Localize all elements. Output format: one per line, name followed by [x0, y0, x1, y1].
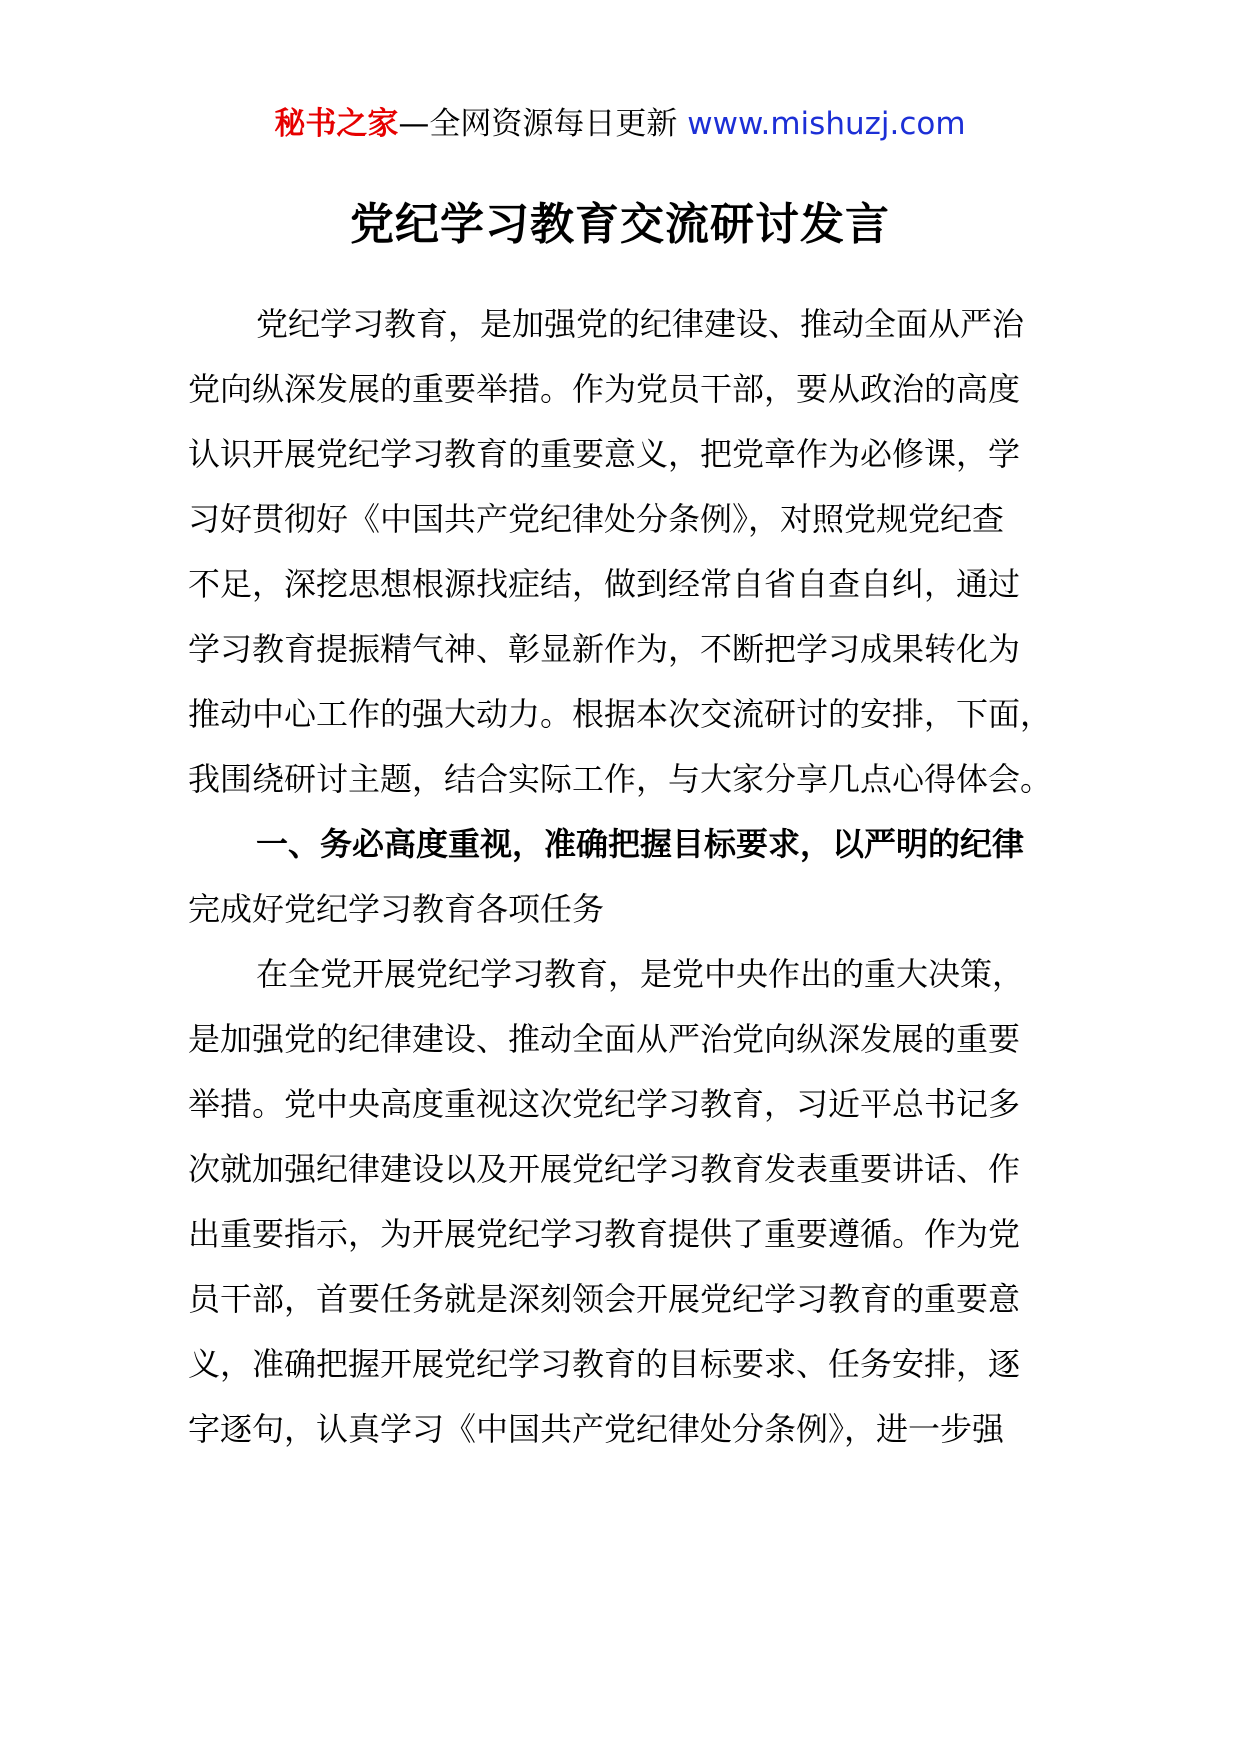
site-header — [0, 104, 1240, 144]
paragraph-line: 在全党开展党纪学习教育，是党中央作出的重大决策， — [256, 955, 1025, 993]
site-brand: 秘书之家 — [274, 106, 399, 142]
paragraph-line: 党纪学习教育，是加强党的纪律建设、推动全面从严治 — [256, 305, 1025, 343]
paragraph-line: 义，准确把握开展党纪学习教育的目标要求、任务安排，逐 — [188, 1345, 1021, 1383]
paragraph-line: 推动中心工作的强大动力。根据本次交流研讨的安排，下面， — [188, 695, 1053, 733]
paragraph-line: 党向纵深发展的重要举措。作为党员干部，要从政治的高度 — [188, 370, 1021, 408]
paragraph-line: 认识开展党纪学习教育的重要意义，把党章作为必修课，学 — [188, 435, 1021, 473]
paragraph-line: 习好贯彻好《中国共产党纪律处分条例》，对照党规党纪查 — [188, 500, 1005, 538]
paragraph-line: 次就加强纪律建设以及开展党纪学习教育发表重要讲话、作 — [188, 1150, 1021, 1188]
document-body — [188, 292, 1068, 1462]
paragraph-line: 是加强党的纪律建设、推动全面从严治党向纵深发展的重要 — [188, 1020, 1021, 1058]
paragraph-line: 我围绕研讨主题，结合实际工作，与大家分享几点心得体会。 — [188, 760, 1053, 798]
section-heading-line: 完成好党纪学习教育各项任务 — [188, 890, 605, 928]
paragraph-line: 字逐句，认真学习《中国共产党纪律处分条例》，进一步强 — [188, 1410, 1005, 1448]
document-title: 党纪学习教育交流研讨发言 — [350, 199, 890, 250]
paragraph-line: 不足，深挖思想根源找症结，做到经常自省自查自纠，通过 — [188, 565, 1021, 603]
paragraph-line: 举措。党中央高度重视这次党纪学习教育，习近平总书记多 — [188, 1085, 1021, 1123]
site-tagline: —全网资源每日更新 — [398, 106, 688, 142]
paragraph-line: 员干部，首要任务就是深刻领会开展党纪学习教育的重要意 — [188, 1280, 1021, 1318]
site-url[interactable]: www.mishuzj.com — [687, 106, 966, 142]
section-heading-line: 一、务必高度重视，准确把握目标要求，以严明的纪律 — [256, 825, 1025, 863]
paragraph-line: 出重要指示，为开展党纪学习教育提供了重要遵循。作为党 — [188, 1215, 1021, 1253]
paragraph-line: 学习教育提振精气神、彰显新作为，不断把学习成果转化为 — [188, 630, 1021, 668]
